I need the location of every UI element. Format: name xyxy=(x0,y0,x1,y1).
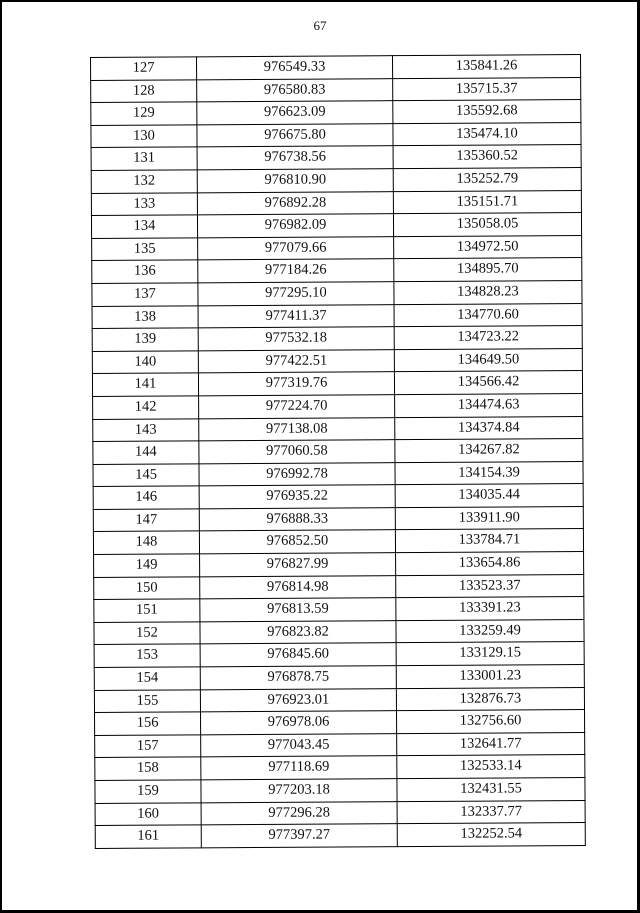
y-coordinate-cell: 132337.77 xyxy=(397,800,585,824)
table-row xyxy=(94,687,584,713)
table-row xyxy=(95,777,585,803)
point-number-cell: 160 xyxy=(95,802,201,825)
point-number-cell: 127 xyxy=(91,57,197,80)
point-number-cell: 161 xyxy=(95,825,201,848)
table-row xyxy=(91,100,581,126)
point-number-cell: 131 xyxy=(91,147,197,170)
y-coordinate-cell: 132641.77 xyxy=(397,732,585,756)
table-row xyxy=(95,710,585,736)
y-coordinate-cell: 133001.23 xyxy=(396,665,584,689)
table-row xyxy=(93,439,583,465)
table-row xyxy=(95,732,585,758)
table-row xyxy=(94,552,584,578)
y-coordinate-cell: 134723.22 xyxy=(394,326,582,350)
table-row xyxy=(92,326,582,352)
x-coordinate-cell: 977184.26 xyxy=(198,259,394,283)
x-coordinate-cell: 977532.18 xyxy=(198,327,394,351)
table-row xyxy=(91,122,581,148)
x-coordinate-cell: 976892.28 xyxy=(197,191,393,215)
y-coordinate-cell: 134770.60 xyxy=(394,303,582,327)
x-coordinate-cell: 977295.10 xyxy=(198,282,394,306)
table-row xyxy=(92,280,582,306)
table-row xyxy=(93,506,583,532)
table-row xyxy=(93,529,583,555)
point-number-cell: 143 xyxy=(93,418,199,441)
point-number-cell: 149 xyxy=(94,554,200,577)
coordinate-table-body xyxy=(91,55,586,849)
table-row xyxy=(92,303,582,329)
point-number-cell: 138 xyxy=(92,305,198,328)
table-row xyxy=(93,416,583,442)
y-coordinate-cell: 134035.44 xyxy=(395,484,583,508)
y-coordinate-cell: 135151.71 xyxy=(393,190,581,214)
x-coordinate-cell: 976738.56 xyxy=(197,146,393,170)
y-coordinate-cell: 135592.68 xyxy=(393,100,581,124)
x-coordinate-cell: 976814.98 xyxy=(200,575,396,599)
table-row xyxy=(94,619,584,645)
point-number-cell: 155 xyxy=(94,689,200,712)
point-number-cell: 154 xyxy=(94,667,200,690)
point-number-cell: 141 xyxy=(92,373,198,396)
y-coordinate-cell: 134972.50 xyxy=(394,235,582,259)
x-coordinate-cell: 976982.09 xyxy=(197,214,393,238)
point-number-cell: 158 xyxy=(95,757,201,780)
x-coordinate-cell: 977043.45 xyxy=(201,733,397,757)
table-row xyxy=(91,213,581,239)
table-row xyxy=(92,258,582,284)
x-coordinate-cell: 977060.58 xyxy=(199,440,395,464)
point-number-cell: 153 xyxy=(94,644,200,667)
x-coordinate-cell: 976675.80 xyxy=(197,123,393,147)
x-coordinate-cell: 976923.01 xyxy=(200,688,396,712)
table-row xyxy=(95,800,585,826)
y-coordinate-cell: 133654.86 xyxy=(396,552,584,576)
y-coordinate-cell: 133391.23 xyxy=(396,597,584,621)
x-coordinate-cell: 976992.78 xyxy=(199,462,395,486)
x-coordinate-cell: 976623.09 xyxy=(197,101,393,125)
x-coordinate-cell: 977118.69 xyxy=(201,756,397,780)
x-coordinate-cell: 977079.66 xyxy=(198,236,394,260)
y-coordinate-cell: 135252.79 xyxy=(393,167,581,191)
point-number-cell: 148 xyxy=(93,531,199,554)
y-coordinate-cell: 135474.10 xyxy=(393,122,581,146)
y-coordinate-cell: 133259.49 xyxy=(396,619,584,643)
table-row xyxy=(94,574,584,600)
point-number-cell: 137 xyxy=(92,283,198,306)
point-number-cell: 144 xyxy=(93,441,199,464)
x-coordinate-cell: 976852.50 xyxy=(199,530,395,554)
y-coordinate-cell: 134566.42 xyxy=(394,371,582,395)
x-coordinate-cell: 977411.37 xyxy=(198,304,394,328)
x-coordinate-cell: 977422.51 xyxy=(198,349,394,373)
table-row xyxy=(95,755,585,781)
y-coordinate-cell: 132756.60 xyxy=(396,710,584,734)
y-coordinate-cell: 135841.26 xyxy=(392,55,580,79)
scan-border-left xyxy=(0,0,2,913)
x-coordinate-cell: 976845.60 xyxy=(200,643,396,667)
coordinate-table xyxy=(90,54,586,849)
y-coordinate-cell: 134828.23 xyxy=(394,280,582,304)
point-number-cell: 157 xyxy=(95,735,201,758)
table-row xyxy=(94,665,584,691)
point-number-cell: 145 xyxy=(93,464,199,487)
y-coordinate-cell: 133523.37 xyxy=(396,574,584,598)
point-number-cell: 152 xyxy=(94,622,200,645)
y-coordinate-cell: 134895.70 xyxy=(394,258,582,282)
y-coordinate-cell: 134474.63 xyxy=(395,393,583,417)
point-number-cell: 151 xyxy=(94,599,200,622)
table-row xyxy=(91,167,581,193)
y-coordinate-cell: 132252.54 xyxy=(397,823,585,847)
y-coordinate-cell: 134649.50 xyxy=(394,348,582,372)
x-coordinate-cell: 976935.22 xyxy=(199,485,395,509)
point-number-cell: 139 xyxy=(92,328,198,351)
table-row xyxy=(93,393,583,419)
point-number-cell: 129 xyxy=(91,102,197,125)
y-coordinate-cell: 135360.52 xyxy=(393,145,581,169)
point-number-cell: 130 xyxy=(91,125,197,148)
table-row xyxy=(92,235,582,261)
table-row xyxy=(91,55,581,81)
table-row xyxy=(91,145,581,171)
y-coordinate-cell: 135058.05 xyxy=(393,213,581,237)
table-row xyxy=(94,642,584,668)
x-coordinate-cell: 977138.08 xyxy=(199,417,395,441)
x-coordinate-cell: 977319.76 xyxy=(198,372,394,396)
x-coordinate-cell: 977397.27 xyxy=(201,824,397,848)
y-coordinate-cell: 133129.15 xyxy=(396,642,584,666)
point-number-cell: 150 xyxy=(94,576,200,599)
y-coordinate-cell: 132533.14 xyxy=(397,755,585,779)
point-number-cell: 128 xyxy=(91,79,197,102)
x-coordinate-cell: 977296.28 xyxy=(201,801,397,825)
x-coordinate-cell: 977224.70 xyxy=(199,395,395,419)
table-row xyxy=(93,484,583,510)
point-number-cell: 146 xyxy=(93,486,199,509)
y-coordinate-cell: 134154.39 xyxy=(395,461,583,485)
page-number: 67 xyxy=(313,18,327,33)
y-coordinate-cell: 134374.84 xyxy=(395,416,583,440)
table-row xyxy=(91,77,581,103)
y-coordinate-cell: 132431.55 xyxy=(397,777,585,801)
x-coordinate-cell: 977203.18 xyxy=(201,779,397,803)
x-coordinate-cell: 976810.90 xyxy=(197,169,393,193)
point-number-cell: 134 xyxy=(91,215,197,238)
x-coordinate-cell: 976813.59 xyxy=(200,598,396,622)
point-number-cell: 136 xyxy=(92,260,198,283)
point-number-cell: 159 xyxy=(95,780,201,803)
point-number-cell: 140 xyxy=(92,351,198,374)
point-number-cell: 132 xyxy=(91,170,197,193)
x-coordinate-cell: 976827.99 xyxy=(200,553,396,577)
x-coordinate-cell: 976823.82 xyxy=(200,620,396,644)
y-coordinate-cell: 133784.71 xyxy=(395,529,583,553)
x-coordinate-cell: 976978.06 xyxy=(201,711,397,735)
point-number-cell: 156 xyxy=(95,712,201,735)
x-coordinate-cell: 976580.83 xyxy=(197,78,393,102)
scan-border-top xyxy=(0,0,640,2)
point-number-cell: 142 xyxy=(93,396,199,419)
x-coordinate-cell: 976878.75 xyxy=(200,666,396,690)
table-row xyxy=(95,823,585,849)
point-number-cell: 133 xyxy=(91,192,197,215)
y-coordinate-cell: 134267.82 xyxy=(395,439,583,463)
table-row xyxy=(92,371,582,397)
point-number-cell: 147 xyxy=(93,509,199,532)
table-row xyxy=(93,461,583,487)
y-coordinate-cell: 135715.37 xyxy=(393,77,581,101)
point-number-cell: 135 xyxy=(92,238,198,261)
table-row xyxy=(94,597,584,623)
table-row xyxy=(92,348,582,374)
x-coordinate-cell: 976888.33 xyxy=(199,508,395,532)
x-coordinate-cell: 976549.33 xyxy=(197,56,393,80)
y-coordinate-cell: 133911.90 xyxy=(395,506,583,530)
y-coordinate-cell: 132876.73 xyxy=(396,687,584,711)
table-row xyxy=(91,190,581,216)
